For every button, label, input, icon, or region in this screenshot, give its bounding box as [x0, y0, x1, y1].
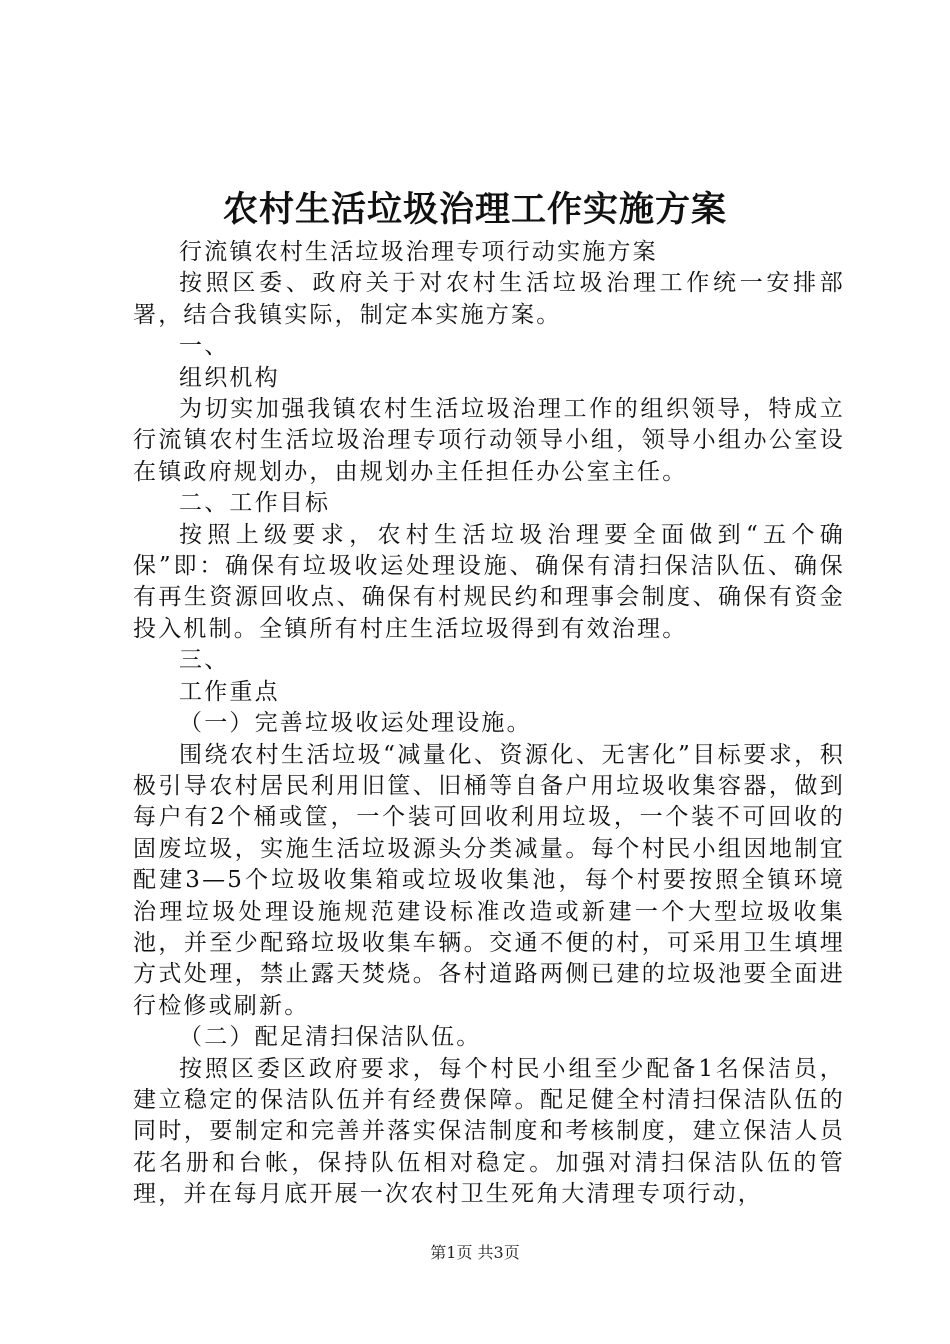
- section-number-1: 一、: [179, 333, 230, 360]
- organization-paragraph: 为切实加强我镇农村生活垃圾治理工作的组织领导，特成立行流镇农村生活垃圾治理专项行动领导小组，领导小组办公室设在镇政府规划办，由规划办主任担任办公室主任。: [133, 396, 845, 485]
- intro-paragraph: 按照区委、政府关于对农村生活垃圾治理工作统一安排部署，结合我镇实际，制定本实施方案。: [133, 270, 845, 328]
- section-number-3: 三、: [179, 647, 230, 674]
- subtitle-paragraph: 行流镇农村生活垃圾治理专项行动实施方案: [179, 239, 658, 265]
- subsection-heading-1: （一）完善垃圾收运处理设施。: [179, 710, 532, 737]
- section-heading-focus: 工作重点: [179, 678, 280, 705]
- cleaning-team-paragraph: 按照区委区政府要求，每个村民小组至少配备1名保洁员，建立稳定的保洁队伍并有经费保障。配足健全村清扫保洁队伍的同时，要制定和完善并落实保洁制度和考核制度，建立保洁人员花名册和台帐，保持队伍相对稳定。加强对清扫保洁队伍的管理，并在每月底开展一次农村卫生死角大清理专项行动，: [133, 1055, 845, 1208]
- section-heading-organization: 组织机构: [179, 364, 280, 391]
- goals-paragraph: 按照上级要求，农村生活垃圾治理要全面做到“五个确保”即：确保有垃圾收运处理设施、确保有清扫保洁队伍、确保有再生资源回收点、确保有村规民约和理事会制度、确保有资金投入机制。全镇所有村庄生活垃圾得到有效治理。: [133, 521, 845, 642]
- facilities-paragraph: 围绕农村生活垃圾“减量化、资源化、无害化”目标要求，积极引导农村居民利用旧筐、旧桶等自备户用垃圾收集容器，做到每户有2个桶或筐，一个装可回收利用垃圾，一个装不可回收的固废垃圾，实施生活垃圾源头分类减量。每个村民小组因地制宜配建3—5个垃圾收集箱或垃圾收集池，每个村要按照全镇环境治理垃圾处理设施规范建设标准改造或新建一个大型垃圾收集池，并至少配臵垃圾收集车辆。交通不便的村，可采用卫生填埋方式处理，禁止露天焚烧。各村道路两侧已建的垃圾池要全面进行检修或刷新。: [133, 741, 845, 1019]
- section-heading-goals: 二、工作目标: [179, 490, 331, 517]
- document-body: [133, 237, 845, 1211]
- document-title: 农村生活垃圾治理工作实施方案: [222, 189, 727, 230]
- subsection-heading-2: （二）配足清扫保洁队伍。: [179, 1024, 482, 1051]
- page-footer: 第1页 共3页: [430, 1243, 520, 1262]
